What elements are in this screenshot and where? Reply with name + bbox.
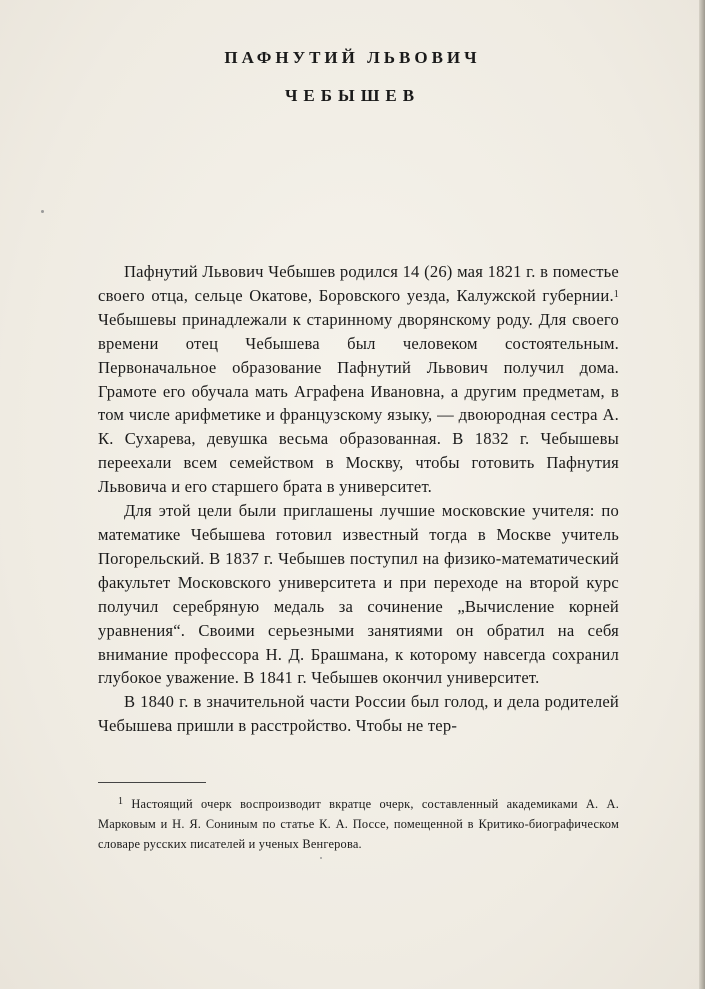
footnote-reference-mark: 1 (613, 288, 619, 300)
page-spine-shadow (699, 0, 705, 989)
body-text (98, 260, 619, 738)
title-first-name: ПАФНУТИЙ ЛЬВОВИЧ (224, 48, 481, 67)
paragraph-1 (98, 260, 619, 499)
footnote-divider (98, 782, 206, 783)
paragraph-3: В 1840 г. в значительной части России был голод, и дела родителей Чебышева пришли в расстройство. Чтобы не тер- (98, 692, 619, 736)
footnote-mark: 1 (118, 796, 124, 807)
footnote-paragraph (98, 794, 619, 854)
paper-speck (41, 210, 44, 213)
footnote-text: Настоящий очерк воспроизводит вкратце очерк, составленный академиками А. А. Марковым и Н. Я. Сониным по статье К. А. Поссе, помещенной в Критико-биографическом словаре русских писателей и ученых Венгерова. (98, 797, 619, 851)
paper-speck (320, 857, 322, 859)
title-surname: ЧЕБЫШЕВ (284, 86, 421, 105)
paragraph-2: Для этой цели были приглашены лучшие московские учителя: по математике Чебышева готовил известный тогда в Москве учитель Погорельский. В 1837 г. Чебышев поступил на физико-математический факультет Московского университета и при переходе на второй курс получил серебряную медаль за сочинение „Вычисление корней уравнения“. Своими серьезными занятиями он обратил на себя внимание профессора Н. Д. Брашмана, к которому навсегда сохранил глубокое уважение. В 1841 г. Чебышев окончил университет. (98, 501, 619, 688)
paragraph-1-text-end: Чебышевы принадлежали к старинному дворянскому роду. Для своего времени отец Чебышева был человеком состоятельным. Первоначальное образование Пафнутий Львович получил дома. Грамоте его обучала мать Аграфена Ивановна, а другим предметам, в том числе арифметике и французскому языку, — двоюродная сестра А. К. Сухарева, девушка весьма образованная. В 1832 г. Чебышевы переехали всем семейством в Москву, чтобы готовить Пафнутия Львовича и его старшего брата в университет. (98, 309, 619, 497)
footnote (98, 794, 619, 854)
paragraph-1-text-start: Пафнутий Львович Чебышев родился 14 (26) мая 1821 г. в поместье своего отца, сельце Окатове, Боровского уезда, Калужской губернии. (98, 262, 619, 305)
